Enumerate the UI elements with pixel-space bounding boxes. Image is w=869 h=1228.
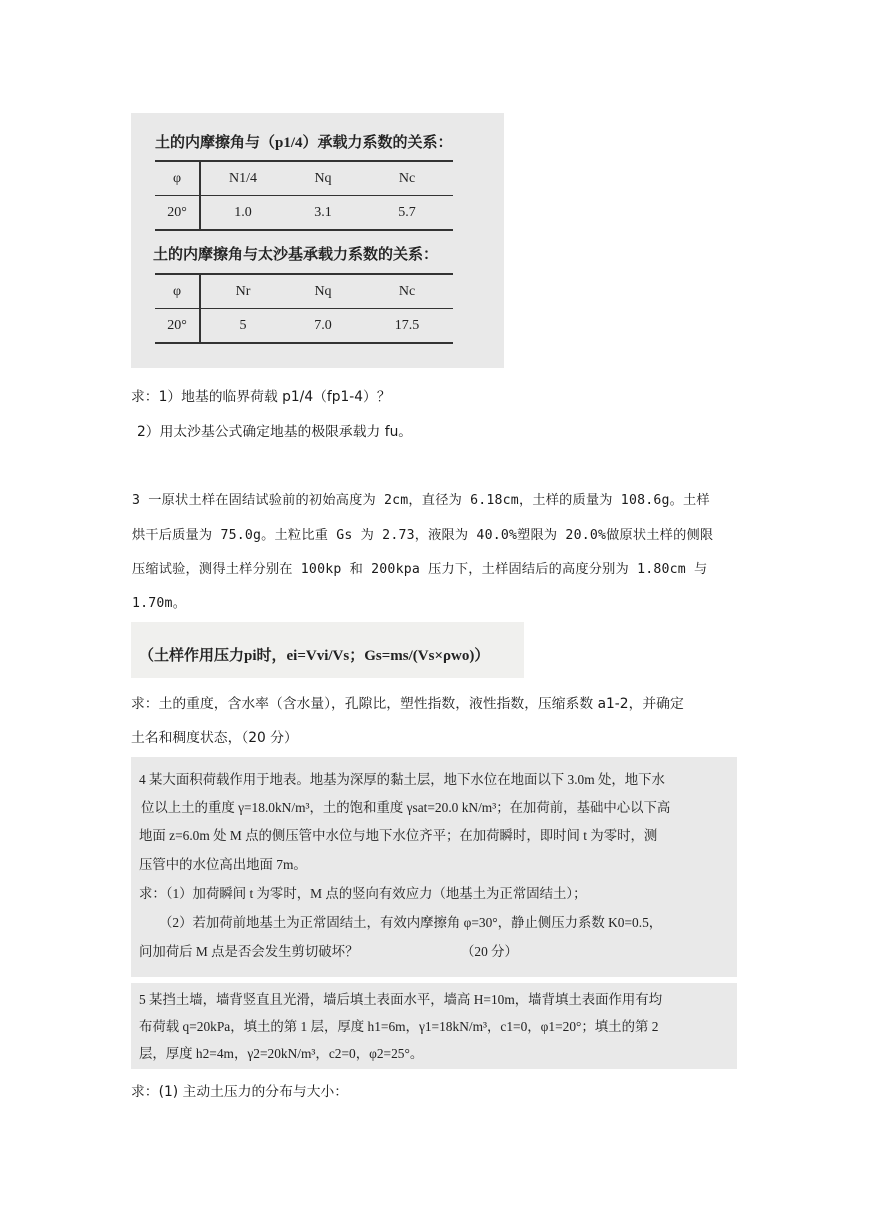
q2-ask-2: 2）用太沙基公式确定地基的极限承载力 fu。 (137, 424, 413, 440)
table1-cell-phi: 20° (155, 196, 200, 231)
q3-line-1: 3 一原状土样在固结试验前的初始高度为 2cm，直径为 6.18cm，土样的质量为 108.6g。土样 (132, 493, 710, 508)
table1-header-nc: Nc (361, 161, 453, 196)
table2-cell-nr: 5 (239, 317, 247, 333)
q3-ask-2: 土名和稠度状态，（20 分） (131, 730, 298, 746)
q3-ask-1: 求：土的重度，含水率（含水量），孔隙比，塑性指数，液性指数，压缩系数 a1-2，并确定 (131, 696, 684, 712)
table1-cell-n14: 1.0 (234, 204, 252, 220)
table2-title: 土的内摩擦角与太沙基承载力系数的关系： (153, 247, 439, 263)
table2-cell-nc: 17.5 (394, 317, 420, 333)
q3-line-3: 压缩试验，测得土样分别在 100kp 和 200kpa 压力下，土样固结后的高度分别为 1.80cm 与 (132, 562, 708, 577)
q4-line-1: 4 某大面积荷载作用于地表。地基为深厚的黏土层，地下水位在地面以下 3.0m 处，地下水 (139, 772, 665, 787)
q4-line-6: （2）若加荷前地基土为正常固结土，有效内摩擦角 φ=30°，静止侧压力系数 K0=0.5， (159, 915, 663, 930)
table2-header-nr: Nr (200, 274, 285, 309)
table2-cell-nq: 7.0 (314, 317, 332, 333)
q2-ask-1: 求：1）地基的临界荷载 p1/4（fp1-4）？ (131, 389, 391, 405)
table2 (155, 273, 453, 344)
q4-line-3: 地面 z=6.0m 处 M 点的侧压管中水位与地下水位齐平；在加荷瞬时，即时间 t 为零时，测 (139, 828, 658, 843)
table1-header-n14: N1/4 (200, 161, 285, 196)
formula-image (131, 622, 524, 678)
table1-cell-nq: 3.1 (314, 204, 332, 220)
q4-line-7: 问加荷后 M 点是否会发生剪切破坏？ (139, 944, 359, 959)
q5-ask: 求：(1) 主动土压力的分布与大小： (131, 1084, 349, 1100)
q5-line-1: 5 某挡土墙，墙背竖直且光滑，墙后填土表面水平，墙高 H=10m，墙背填土表面作用有均 (139, 992, 663, 1007)
q4-line-4: 压管中的水位高出地面 7m。 (139, 857, 307, 872)
table1 (155, 160, 453, 231)
question4-image (131, 757, 737, 977)
table2-header-phi: φ (155, 274, 200, 309)
table1-title: 土的内摩擦角与（p1/4）承载力系数的关系： (155, 135, 453, 151)
question5-image (131, 983, 737, 1069)
q5-line-3: 层，厚度 h2=4m，γ2=20kN/m³，c2=0，φ2=25°。 (139, 1046, 424, 1061)
table2-header-nc: Nc (361, 274, 453, 309)
table1-cell-nc: 5.7 (398, 204, 416, 220)
q4-line-2: 位以上土的重度 γ=18.0kN/m³，土的饱和重度 γsat=20.0 kN/m³；在加荷前，基础中心以下高 (141, 800, 671, 815)
q4-line-5: 求：（1）加荷瞬间 t 为零时，M 点的竖向有效应力（地基土为正常固结土）； (139, 886, 587, 901)
q4-score: （20 分） (461, 944, 518, 959)
q5-line-2: 布荷载 q=20kPa，填土的第 1 层，厚度 h1=6m，γ1=18kN/m³，c1=0，φ1=20°；填土的第 2 (139, 1019, 659, 1034)
table1-header-phi: φ (155, 161, 200, 196)
table1-header-nq: Nq (285, 161, 361, 196)
coefficient-tables-image (131, 113, 504, 368)
table2-cell-phi: 20° (155, 309, 200, 344)
table2-header-nq: Nq (285, 274, 361, 309)
formula-text: （土样作用压力pi时，ei=Vvi/Vs；Gs=ms/(Vs×ρwo)） (139, 648, 490, 664)
q3-line-2: 烘干后质量为 75.0g。土粒比重 Gs 为 2.73，液限为 40.0%塑限为 20.0%做原状土样的侧限 (132, 528, 714, 543)
q3-line-4: 1.70m。 (132, 596, 187, 611)
